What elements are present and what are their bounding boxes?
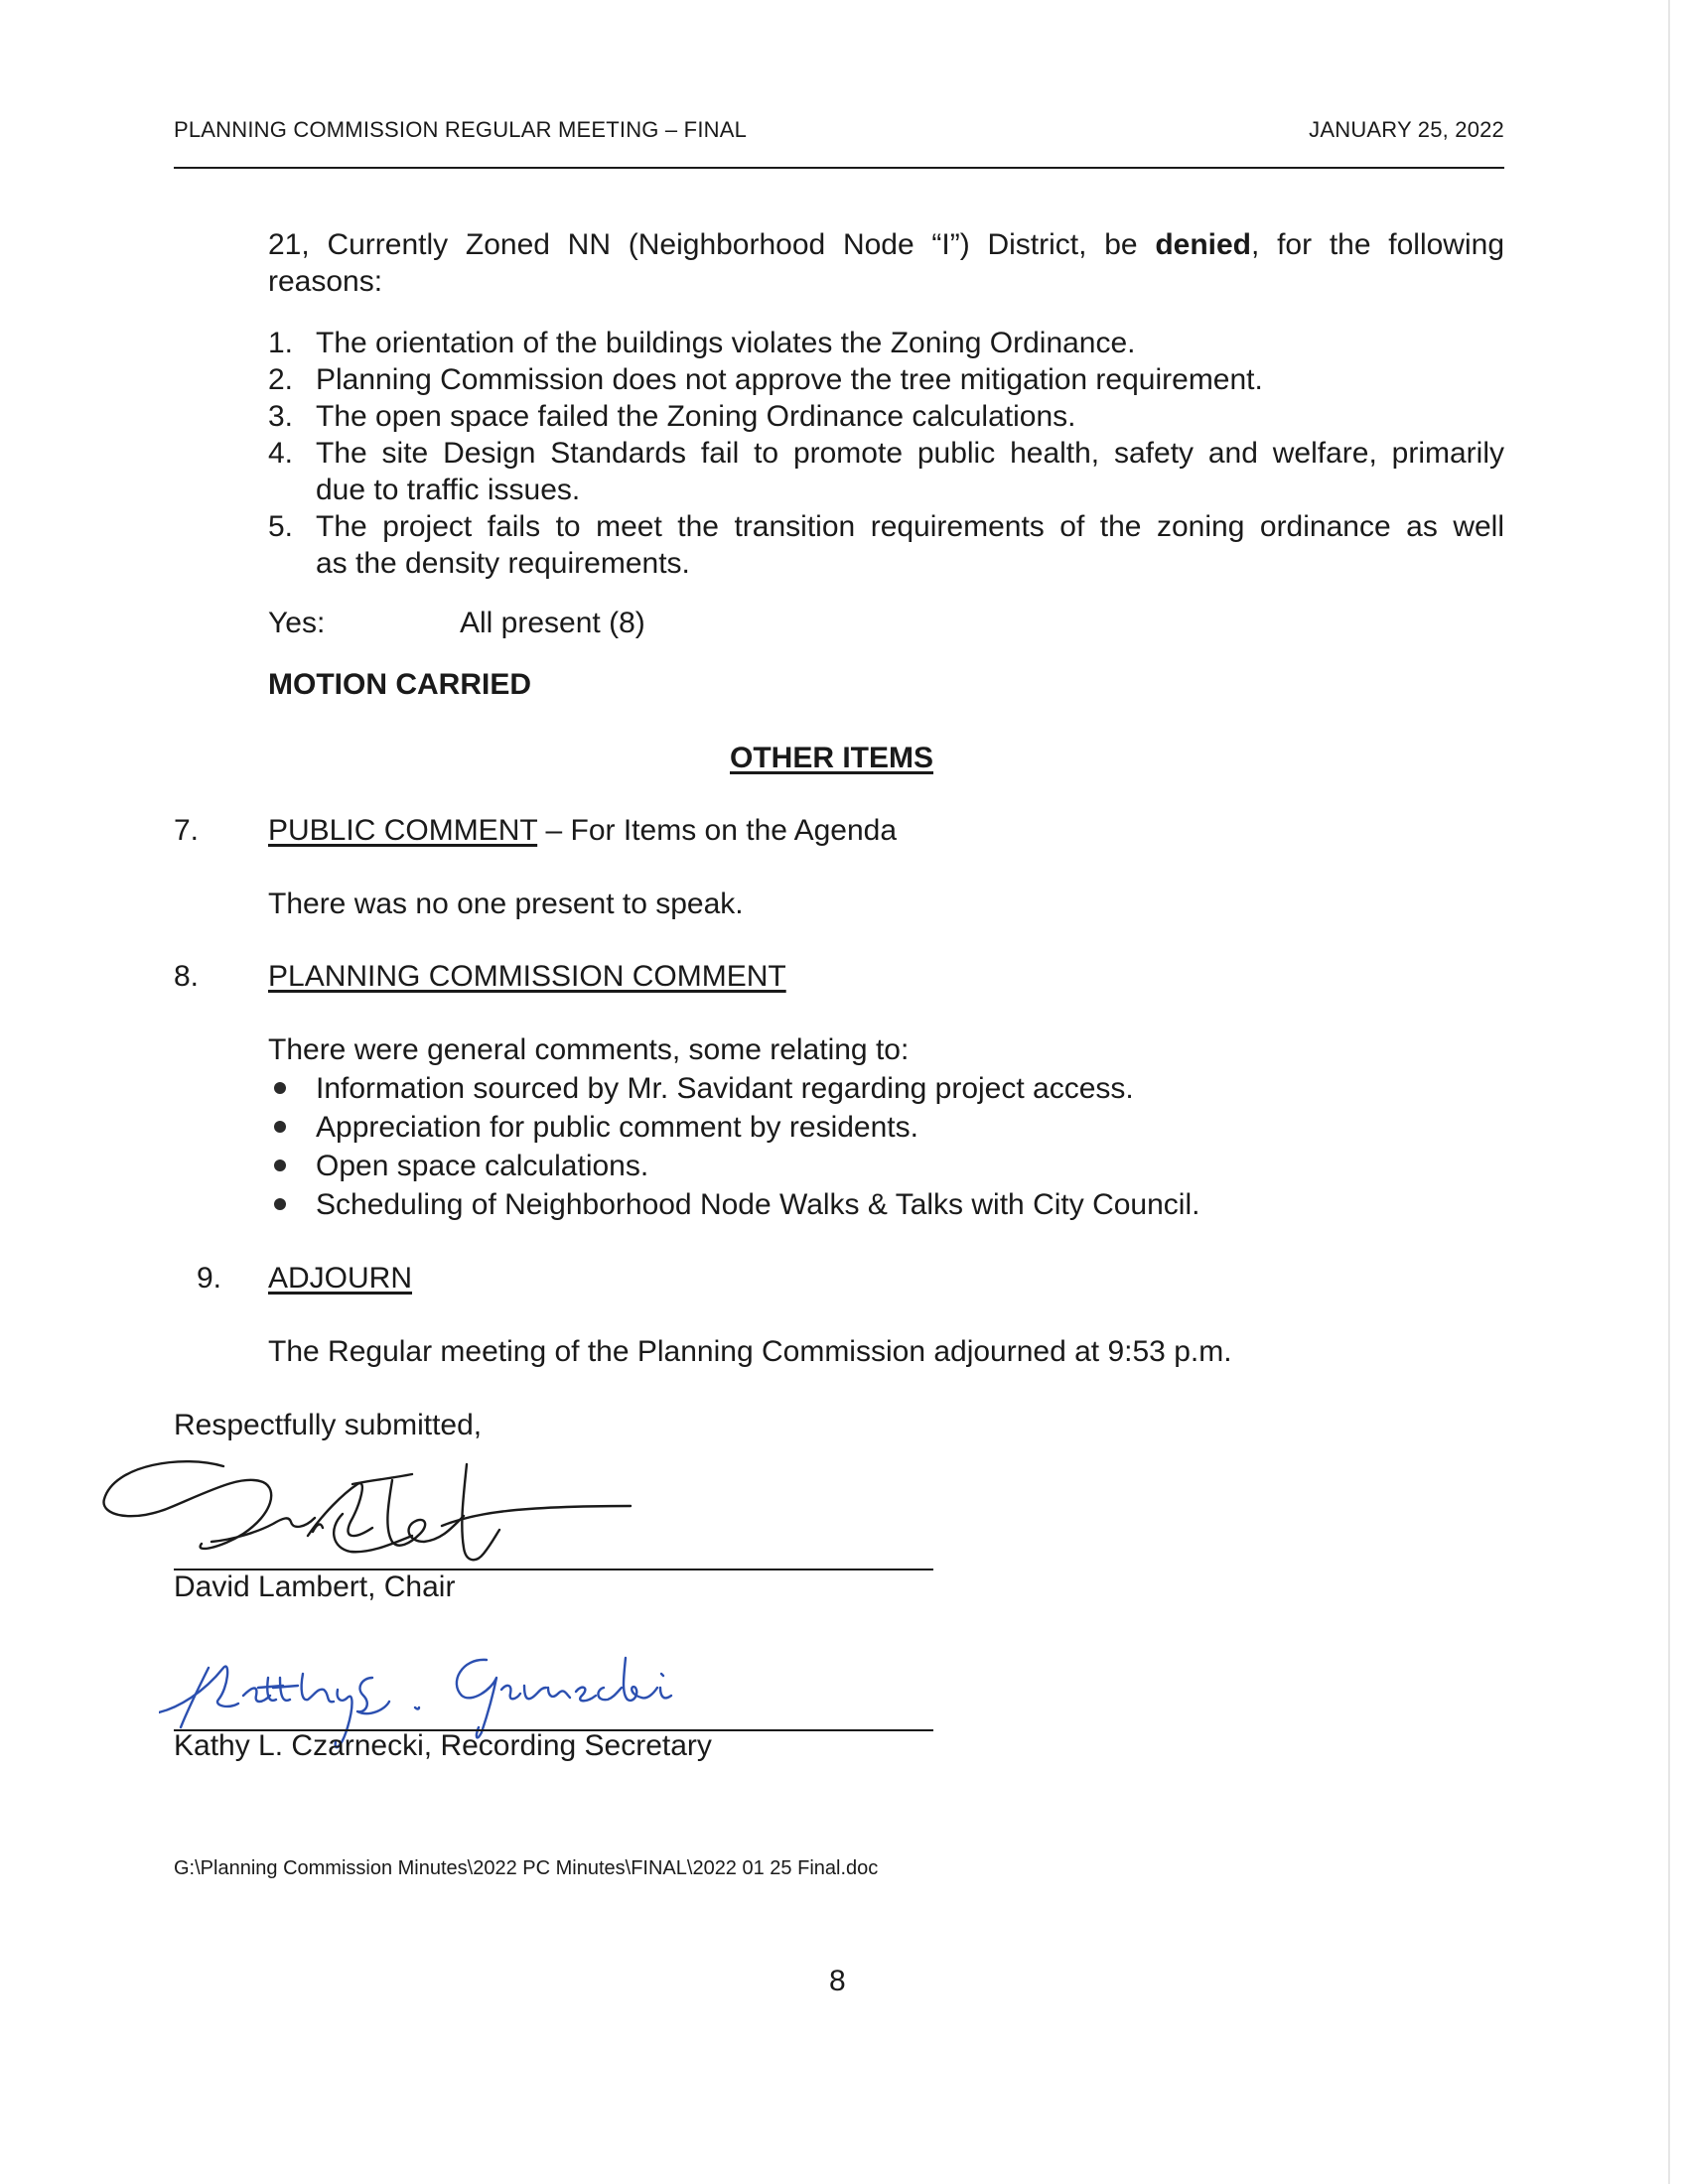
bullet-icon — [274, 1160, 286, 1171]
item-7-heading — [268, 812, 897, 849]
secretary-name: Kathy L. Czarnecki, Recording Secretary — [174, 1729, 712, 1762]
header-date: JANUARY 25, 2022 — [1309, 117, 1504, 142]
header-rule — [174, 167, 1504, 169]
item-9-number: 9. — [197, 1262, 222, 1295]
intro-text-after: , for the following — [1251, 228, 1504, 261]
closing-text: Respectfully submitted, — [174, 1409, 483, 1441]
page-number: 8 — [829, 1965, 846, 1997]
reason-text: Planning Commission does not approve the tree mitigation requirement. — [316, 363, 1263, 396]
bullet-icon — [274, 1198, 286, 1210]
section-title-other-items: OTHER ITEMS — [730, 742, 934, 774]
bullet-icon — [274, 1121, 286, 1133]
comment-bullet-item: Open space calculations. — [316, 1150, 649, 1182]
item-7-body: There was no one present to speak. — [268, 887, 744, 920]
intro-emphasis: denied — [1155, 228, 1251, 261]
reason-text-line-2: as the density requirements. — [316, 547, 690, 580]
reason-text-line-1: The site Design Standards fail to promote public health, safety and welfare, primarily — [316, 437, 1504, 470]
intro-text-before: 21, Currently Zoned NN (Neighborhood Node “I”) District, be — [268, 228, 1156, 261]
comment-bullet-item: Scheduling of Neighborhood Node Walks & Talks with City Council. — [316, 1188, 1200, 1221]
reason-text-line-2: due to traffic issues. — [316, 474, 581, 506]
item-7-suffix: – For Items on the Agenda — [537, 814, 898, 847]
reason-number: 2. — [268, 363, 294, 396]
reason-text: The open space failed the Zoning Ordinance calculations. — [316, 400, 1076, 433]
header-title: PLANNING COMMISSION REGULAR MEETING – FINAL — [174, 117, 748, 142]
item-7-number: 7. — [174, 814, 200, 847]
item-8-title: PLANNING COMMISSION COMMENT — [268, 960, 786, 993]
intro-paragraph — [268, 226, 1504, 300]
reason-text: The orientation of the buildings violates the Zoning Ordinance. — [316, 327, 1136, 359]
reason-number: 3. — [268, 400, 294, 433]
vote-value: All present (8) — [460, 607, 645, 639]
reason-text-line-1: The project fails to meet the transition requirements of the zoning ordinance as well — [316, 510, 1504, 543]
comment-bullet-item: Information sourced by Mr. Savidant regarding project access. — [316, 1072, 1134, 1105]
file-path: G:\Planning Commission Minutes\2022 PC Minutes\FINAL\2022 01 25 Final.doc — [174, 1857, 879, 1879]
scan-edge — [1668, 0, 1670, 2184]
vote-label: Yes: — [268, 607, 326, 639]
comment-bullet-item: Appreciation for public comment by residents. — [316, 1111, 918, 1144]
chair-name: David Lambert, Chair — [174, 1570, 456, 1603]
item-7-title: PUBLIC COMMENT — [268, 814, 538, 847]
intro-line-1 — [268, 226, 1504, 263]
reason-number: 5. — [268, 510, 294, 543]
intro-line-2: reasons: — [268, 265, 383, 298]
item-8-number: 8. — [174, 960, 200, 993]
item-9-title: ADJOURN — [268, 1262, 413, 1295]
bullet-icon — [274, 1082, 286, 1094]
item-8-intro: There were general comments, some relating to: — [268, 1033, 910, 1066]
reason-number: 4. — [268, 437, 294, 470]
reason-number: 1. — [268, 327, 294, 359]
motion-result: MOTION CARRIED — [268, 668, 531, 701]
item-9-body: The Regular meeting of the Planning Commission adjourned at 9:53 p.m. — [268, 1335, 1232, 1368]
